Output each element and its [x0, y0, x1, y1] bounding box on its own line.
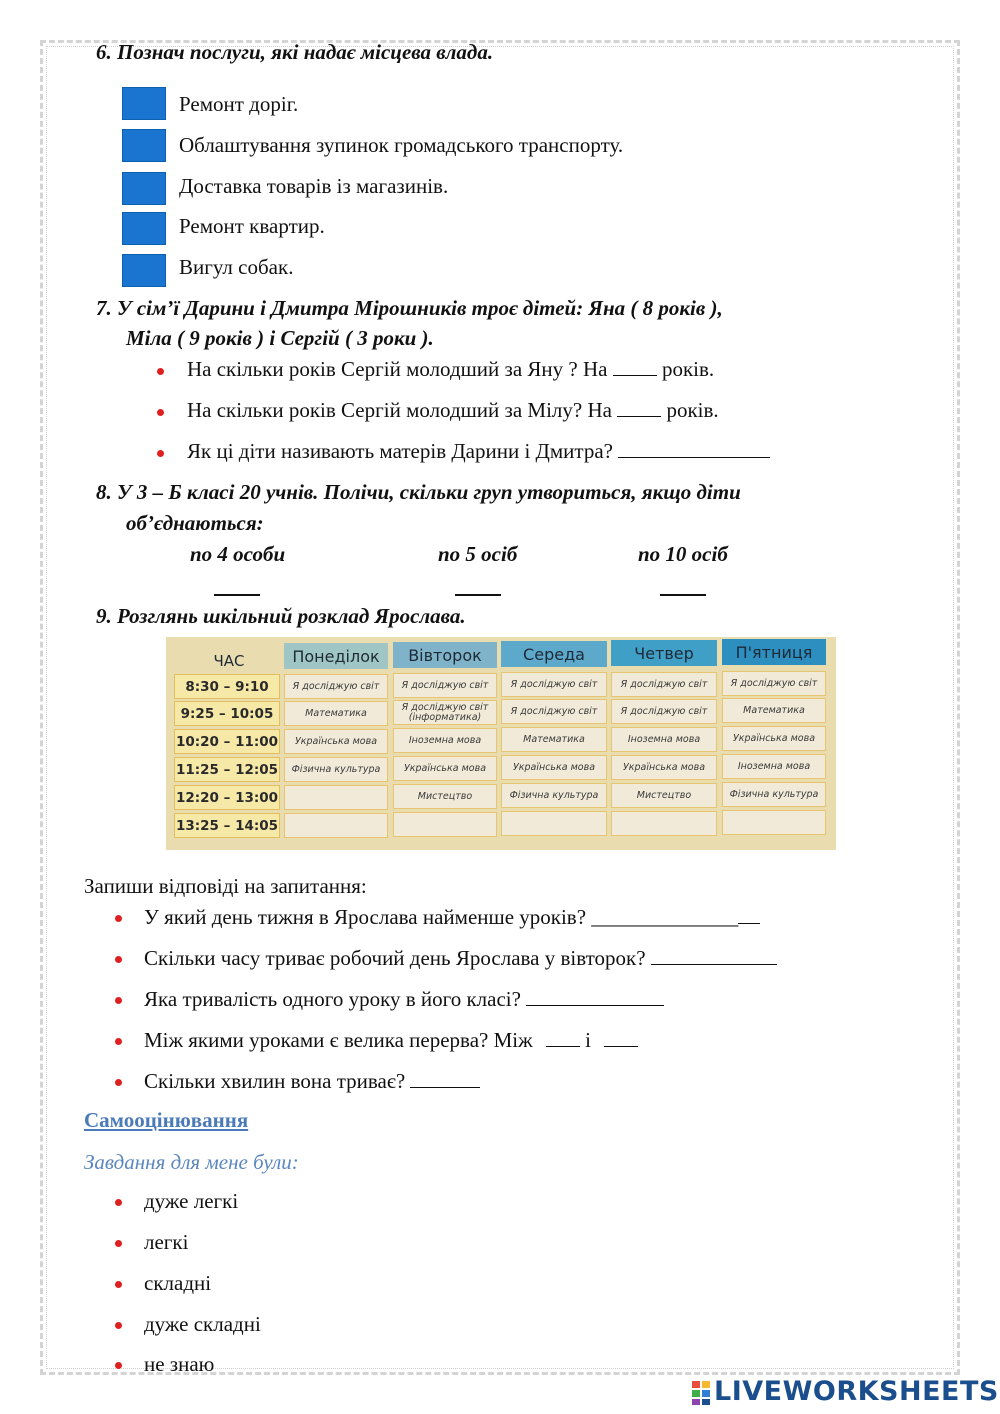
bullet-icon [115, 1199, 122, 1206]
answer-item-2-text: Скільки часу триває робочий день Ярослава у вівторок? [144, 946, 646, 970]
self-assessment-option-very-hard[interactable]: дуже складні [144, 1312, 261, 1336]
timetable-day-header: Понеділок [284, 643, 388, 669]
answer-item-2 [144, 946, 777, 971]
checkbox-goods-delivery[interactable] [122, 172, 166, 205]
timetable-cell: Математика [722, 698, 826, 723]
question-9-title: 9. Розглянь шкільний розклад Ярослава. [96, 604, 466, 628]
timetable-cell: Українська мова [284, 729, 388, 754]
timetable-cell [284, 785, 388, 810]
answer-blank-9-5[interactable] [410, 1069, 480, 1088]
answer-item-1-text: У який день тижня в Ярослава найменше уроків? ______________ [144, 905, 739, 929]
answer-blank-9-2[interactable] [651, 946, 777, 965]
answer-item-4-text: Між якими уроками є велика перерва? Між [144, 1028, 533, 1052]
group-by-4-label: по 4 особи [190, 542, 286, 566]
timetable-time-slot: 10:20 – 11:00 [174, 729, 280, 754]
bullet-icon [115, 1362, 122, 1369]
timetable-cell: Фізична культура [284, 757, 388, 782]
timetable-day-header: Четвер [611, 640, 717, 666]
liveworksheets-logo [692, 1376, 999, 1406]
self-assessment-prompt: Завдання для мене були: [84, 1150, 299, 1174]
timetable-cell [393, 812, 497, 837]
timetable-cell: Математика [501, 727, 607, 752]
bullet-icon [115, 956, 122, 963]
bullet-icon [115, 1240, 122, 1247]
bullet-icon [115, 1322, 122, 1329]
question-7-item-1-suffix: років. [661, 357, 715, 381]
answer-blank-9-4a[interactable] [546, 1028, 580, 1047]
timetable-cell: Я досліджую світ [611, 672, 717, 697]
option-dog-walking: Вигул собак. [179, 255, 294, 279]
bullet-icon [115, 915, 122, 922]
timetable-cell [611, 811, 717, 836]
timetable-cell: Я досліджую світ (інформатика) [393, 700, 497, 725]
checkbox-apartment-repair[interactable] [122, 212, 166, 245]
question-7-item-2-text: На скільки років Сергій молодший за Мілу? На [187, 398, 612, 422]
bullet-icon [115, 1038, 122, 1045]
question-7-item-1 [187, 357, 714, 382]
question-7-title-line1: 7. У сім’ї Дарини і Дмитра Мірошників троє дітей: Яна ( 8 років ), [96, 296, 723, 320]
answer-item-3-text: Яка тривалість одного уроку в його класі? [144, 987, 521, 1011]
option-goods-delivery: Доставка товарів із магазинів. [179, 174, 449, 198]
timetable-day-header: Середа [501, 641, 607, 667]
option-road-repair: Ремонт доріг. [179, 92, 299, 116]
timetable-time-slot: 12:20 – 13:00 [174, 785, 280, 810]
option-transport-stops: Облаштування зупинок громадського транспорту. [179, 133, 624, 157]
question-8-title-line2: об’єднаються: [126, 511, 264, 535]
timetable-cell: Я досліджую світ [611, 699, 717, 724]
timetable-time-slot: 13:25 – 14:05 [174, 813, 280, 838]
timetable-cell: Я досліджую світ [284, 674, 388, 699]
timetable-cell: Я досліджую світ [501, 699, 607, 724]
self-assessment-title: Самооцінювання [84, 1108, 249, 1132]
timetable-cell: Фізична культура [722, 782, 826, 807]
bullet-icon [115, 1281, 122, 1288]
timetable-image [166, 637, 836, 850]
question-7-item-2-suffix: років. [666, 398, 719, 422]
timetable-cell: Українська мова [611, 755, 717, 780]
timetable-cell: Іноземна мова [722, 754, 826, 779]
self-assessment-option-hard[interactable]: складні [144, 1271, 212, 1295]
timetable-cell: Іноземна мова [611, 727, 717, 752]
timetable-time-slot: 9:25 – 10:05 [174, 701, 280, 726]
answer-blank-7-3[interactable] [618, 439, 770, 458]
answer-item-1 [144, 905, 760, 930]
answer-item-4 [144, 1028, 638, 1053]
answer-item-3 [144, 987, 664, 1012]
checkbox-transport-stops[interactable] [122, 129, 166, 162]
timetable-cell: Я досліджую світ [501, 672, 607, 697]
answer-blank-8-2[interactable] [455, 577, 501, 596]
self-assessment-option-easy[interactable]: легкі [144, 1230, 189, 1254]
self-assessment-option-very-easy[interactable]: дуже легкі [144, 1189, 239, 1213]
timetable-day-header: Вівторок [393, 642, 497, 668]
timetable-cell: Іноземна мова [393, 728, 497, 753]
group-by-5-label: по 5 осіб [438, 542, 518, 566]
timetable-cell: Я досліджую світ [393, 673, 497, 698]
bullet-icon [157, 409, 164, 416]
timetable-cell [722, 810, 826, 835]
timetable-time-header: ЧАС [213, 652, 245, 670]
question-7-item-2 [187, 398, 719, 423]
answer-item-5-text: Скільки хвилин вона триває? [144, 1069, 406, 1093]
answer-blank-9-3[interactable] [526, 987, 664, 1006]
group-by-10-label: по 10 осіб [638, 542, 728, 566]
timetable-cell: Українська мова [393, 756, 497, 781]
timetable-cell: Мистецтво [393, 784, 497, 809]
timetable-cell: Я досліджую світ [722, 671, 826, 696]
liveworksheets-logo-icon [692, 1381, 710, 1405]
option-apartment-repair: Ремонт квартир. [179, 214, 325, 238]
timetable-cell: Мистецтво [611, 783, 717, 808]
answers-intro: Запиши відповіді на запитання: [84, 874, 367, 898]
checkbox-dog-walking[interactable] [122, 254, 166, 287]
timetable-cell: Фізична культура [501, 783, 607, 808]
bullet-icon [115, 997, 122, 1004]
answer-item-4-middle: і [585, 1028, 591, 1052]
question-6-title: 6. Познач послуги, які надає місцева влада. [96, 40, 494, 64]
answer-blank-9-1[interactable] [738, 905, 760, 924]
liveworksheets-logo-text: LIVEWORKSHEETS [714, 1376, 999, 1407]
self-assessment-option-dont-know[interactable]: не знаю [144, 1352, 215, 1376]
timetable-cell: Українська мова [722, 726, 826, 751]
timetable-cell [284, 813, 388, 838]
answer-blank-8-3[interactable] [660, 577, 706, 596]
bullet-icon [157, 450, 164, 457]
timetable-cell: Українська мова [501, 755, 607, 780]
question-7-title-line2: Міла ( 9 років ) і Сергій ( 3 роки ). [126, 326, 434, 350]
timetable-time-slot: 11:25 – 12:05 [174, 757, 280, 782]
checkbox-road-repair[interactable] [122, 87, 166, 120]
answer-blank-7-2[interactable] [617, 398, 661, 417]
timetable-cell [501, 811, 607, 836]
answer-item-5 [144, 1069, 480, 1094]
timetable-day-header: П'ятниця [722, 639, 826, 665]
timetable-cell: Математика [284, 701, 388, 726]
answer-blank-7-1[interactable] [613, 357, 657, 376]
answer-blank-9-4b[interactable] [604, 1028, 638, 1047]
question-7-item-3 [187, 439, 770, 464]
bullet-icon [115, 1079, 122, 1086]
bullet-icon [157, 368, 164, 375]
answer-blank-8-1[interactable] [214, 577, 260, 596]
timetable-time-slot: 8:30 – 9:10 [174, 674, 280, 699]
question-7-item-3-text: Як ці діти називають матерів Дарини і Дмитра? [187, 439, 613, 463]
question-8-title-line1: 8. У 3 – Б класі 20 учнів. Полічи, скільки груп утвориться, якщо діти [96, 480, 741, 504]
question-7-item-1-text: На скільки років Сергій молодший за Яну ? На [187, 357, 608, 381]
